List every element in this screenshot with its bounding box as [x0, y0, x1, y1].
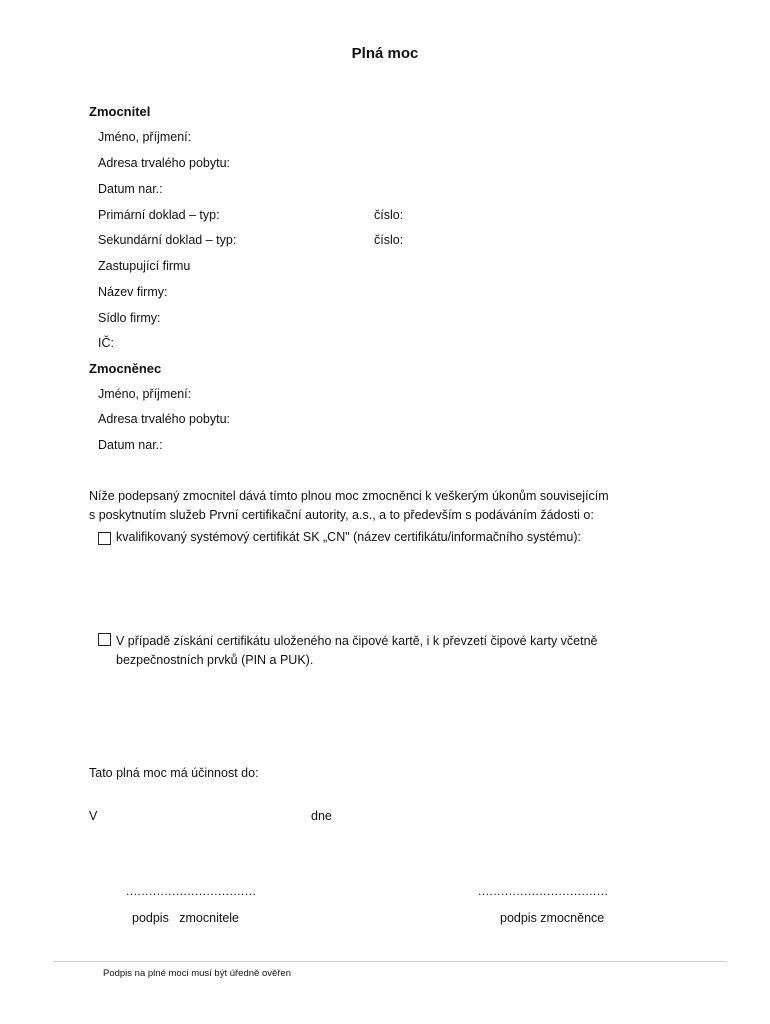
option-2-checkbox[interactable] — [98, 633, 111, 646]
field-label-primary-doc: Primární doklad – typ: — [98, 208, 220, 222]
signature-label-zmocnenec: podpis zmocněnce — [500, 911, 605, 925]
signature-line-zmocnenec: .................................. — [478, 884, 609, 898]
place-label: V — [89, 809, 98, 823]
field-label-firm-seat: Sídlo firmy: — [98, 311, 161, 325]
footer-note: Podpis na plné moci musí být úředně ověřen — [103, 968, 291, 979]
field-label-zmocnenec-name: Jméno, příjmení: — [98, 387, 192, 401]
field-label-secondary-num: číslo: — [374, 233, 404, 247]
field-label-primary-num: číslo: — [374, 208, 404, 222]
date-label: dne — [311, 809, 332, 823]
field-label-firm-name: Název firmy: — [98, 285, 168, 299]
option-2-label-line-1: V případě získání certifikátu uloženého na čipové kartě, i k převzetí čipové karty včetně — [116, 634, 598, 648]
field-label-zmocnenec-address: Adresa trvalého pobytu: — [98, 412, 231, 426]
statement-line-1: Níže podepsaný zmocnitel dává tímto plnou moc zmocněnci k veškerým úkonům souvisejícím — [89, 489, 609, 503]
field-label-ic: IČ: — [98, 336, 114, 350]
signature-line-zmocnitel: .................................. — [126, 884, 257, 898]
field-label-firm-rep: Zastupující firmu — [98, 259, 191, 273]
footer-divider — [53, 961, 727, 962]
field-label-zmocnitel-name: Jméno, příjmení: — [98, 130, 192, 144]
field-label-zmocnitel-address: Adresa trvalého pobytu: — [98, 156, 231, 170]
section-heading-zmocnenec: Zmocněnec — [89, 361, 162, 376]
field-label-secondary-doc: Sekundární doklad – typ: — [98, 233, 237, 247]
field-label-zmocnenec-dob: Datum nar.: — [98, 438, 163, 452]
option-1-checkbox[interactable] — [98, 532, 111, 545]
section-heading-zmocnitel: Zmocnitel — [89, 104, 151, 119]
field-label-zmocnitel-dob: Datum nar.: — [98, 182, 163, 196]
option-1-label: kvalifikovaný systémový certifikát SK „CN" (název certifikátu/informačního systému): — [116, 530, 581, 544]
signature-label-zmocnitel: podpis zmocnitele — [132, 911, 240, 925]
statement-line-2: s poskytnutím služeb První certifikační autority, a.s., a to především s podáváním žádosti o: — [89, 508, 594, 522]
validity-label: Tato plná moc má účinnost do: — [89, 766, 259, 780]
page-title: Plná moc — [351, 45, 419, 62]
option-2-label-line-2: bezpečnostních prvků (PIN a PUK). — [116, 653, 314, 667]
